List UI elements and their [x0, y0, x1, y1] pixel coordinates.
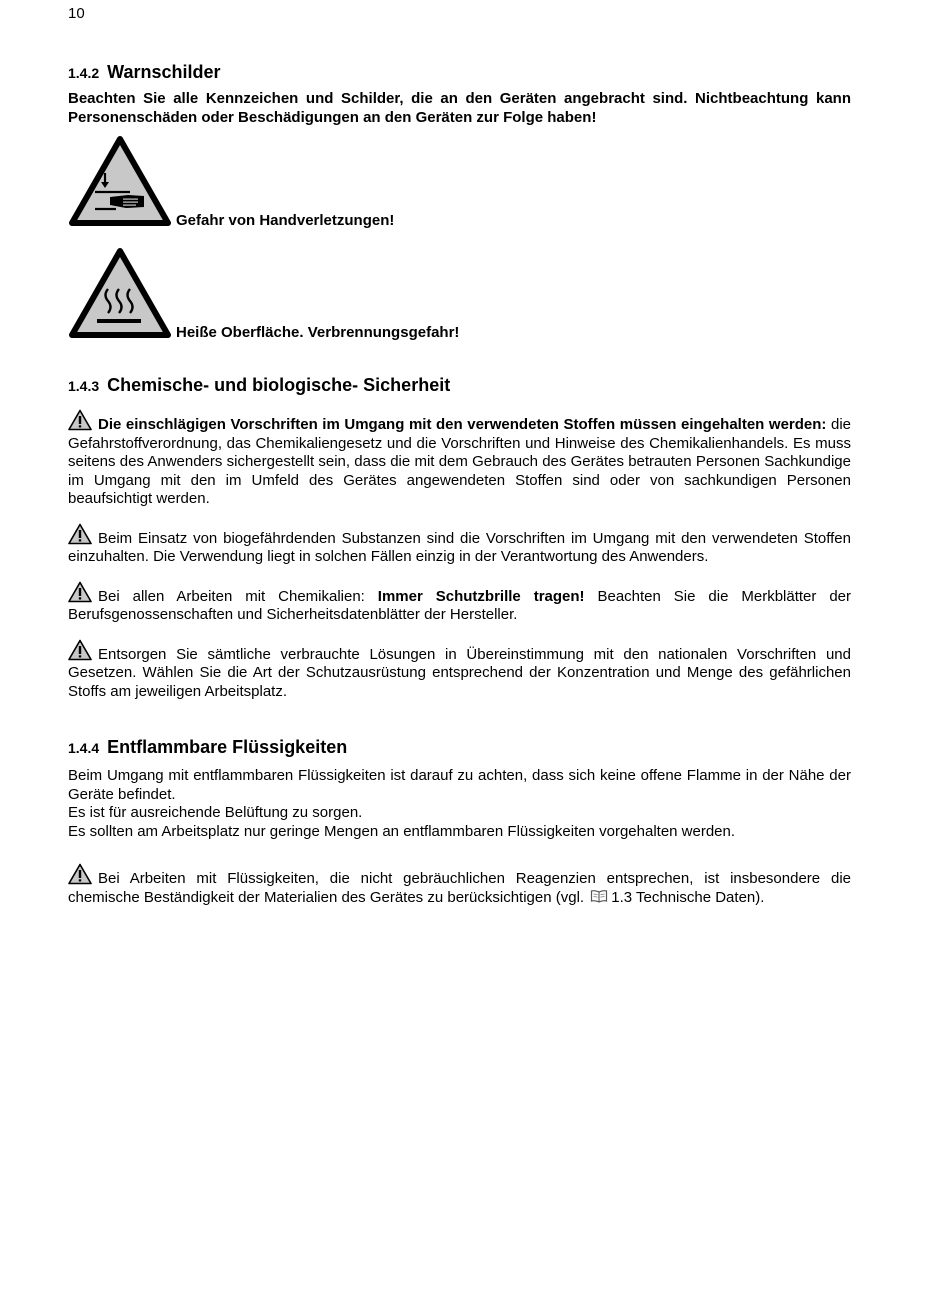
chemical-safety-paragraph-4	[68, 639, 851, 702]
section-heading-flammable-liquids	[68, 735, 851, 759]
regulations-emphasis: Die einschlägigen Vorschriften im Umgang mit den verwendeten Stoffen müssen eingehalten werden:	[98, 416, 827, 433]
hand-injury-warning-icon	[68, 135, 172, 227]
warning-triangle-icon	[68, 523, 92, 545]
book-reference-icon	[590, 889, 608, 903]
reagent-warning-text: Bei Arbeiten mit Flüssigkeiten, die nicht gebräuchlichen Reagenzien entsprechen, ist insbesondere die chemische Beständigkeit der Materialien des Gerätes zu berücksichtigen (vgl.	[68, 870, 851, 906]
chemical-safety-paragraph-3	[68, 581, 851, 625]
chemical-safety-paragraph-2	[68, 523, 851, 567]
hand-injury-sign-row	[68, 137, 851, 227]
section-title: Warnschilder	[107, 62, 221, 82]
section-title: Entflammbare Flüssigkeiten	[107, 737, 348, 757]
section-number: 1.4.4	[68, 740, 100, 756]
hot-surface-sign-row	[68, 249, 851, 339]
warning-triangle-icon	[68, 863, 92, 885]
hot-surface-warning-icon	[68, 247, 172, 339]
flammable-warning-paragraph	[68, 863, 851, 907]
page-content	[68, 60, 851, 907]
section-number: 1.4.2	[68, 65, 100, 81]
page-number: 10	[68, 5, 85, 22]
section-heading-chemical-safety	[68, 373, 851, 397]
warning-triangle-icon	[68, 639, 92, 661]
chemicals-text-end: Beachten Sie die Merkblätter der Berufsgenossenschaften und Sicherheitsdatenblätter der Hersteller.	[68, 587, 852, 623]
flammable-line-2: Es ist für ausreichende Belüftung zu sorgen.	[68, 804, 363, 821]
disposal-text: Entsorgen Sie sämtliche verbrauchte Lösungen in Übereinstimmung mit den nationalen Vorschriften und Gesetzen. Wählen Sie die Art der Schutzausrüstung entsprechend der Konzentration und Menge des gefährlichen Stoffs am jeweiligen Arbeitsplatz.	[68, 645, 851, 700]
section-number: 1.4.3	[68, 378, 100, 394]
hand-injury-sign-label: Gefahr von Handverletzungen!	[176, 211, 395, 229]
chemicals-text-start: Bei allen Arbeiten mit Chemikalien:	[98, 587, 378, 605]
warning-triangle-icon	[68, 581, 92, 603]
warning-triangle-icon	[68, 409, 92, 431]
section-title: Chemische- und biologische- Sicherheit	[107, 375, 451, 395]
chemical-safety-paragraph-1	[68, 409, 851, 509]
warnschilder-intro: Beachten Sie alle Kennzeichen und Schilder, die an den Geräten angebracht sind. Nichtbeachtung kann Personenschäden oder Beschädigungen an den Geräten zur Folge haben!	[68, 90, 851, 126]
biohazard-text: Beim Einsatz von biogefährdenden Substanzen sind die Vorschriften im Umgang mit den verwendeten Stoffen einzuhalten. Die Verwendung liegt in solchen Fällen einzig in der Verantwortung des Anwenders.	[68, 529, 851, 565]
safety-goggles-emphasis: Immer Schutzbrille tragen!	[377, 587, 585, 605]
flammable-line-3: Es sollten am Arbeitsplatz nur geringe Mengen an entflammbaren Flüssigkeiten vorgehalten werden.	[68, 822, 736, 840]
section-heading-warnschilder	[68, 60, 851, 84]
hot-surface-sign-label: Heiße Oberfläche. Verbrennungsgefahr!	[176, 323, 460, 341]
flammable-line-1: Beim Umgang mit entflammbaren Flüssigkeiten ist darauf zu achten, dass sich keine offene Flamme in der Nähe der Geräte befindet.	[68, 767, 851, 803]
technical-data-reference[interactable]: 1.3 Technische Daten).	[611, 888, 765, 906]
regulations-text: die Gefahrstoffverordnung, das Chemikaliengesetz und die Vorschriften und Hinweise des Chemikalienhandels. Es muss seitens des Anwenders sichergestellt sein, dass die mit dem Gebrauch des Gerätes betrauten Personen Sachkundige im Umgang mit den im Umfeld des Gerätes angewendeten Stoffen sind oder von sachkundigen Personen beaufsichtigt werden.	[68, 416, 852, 507]
